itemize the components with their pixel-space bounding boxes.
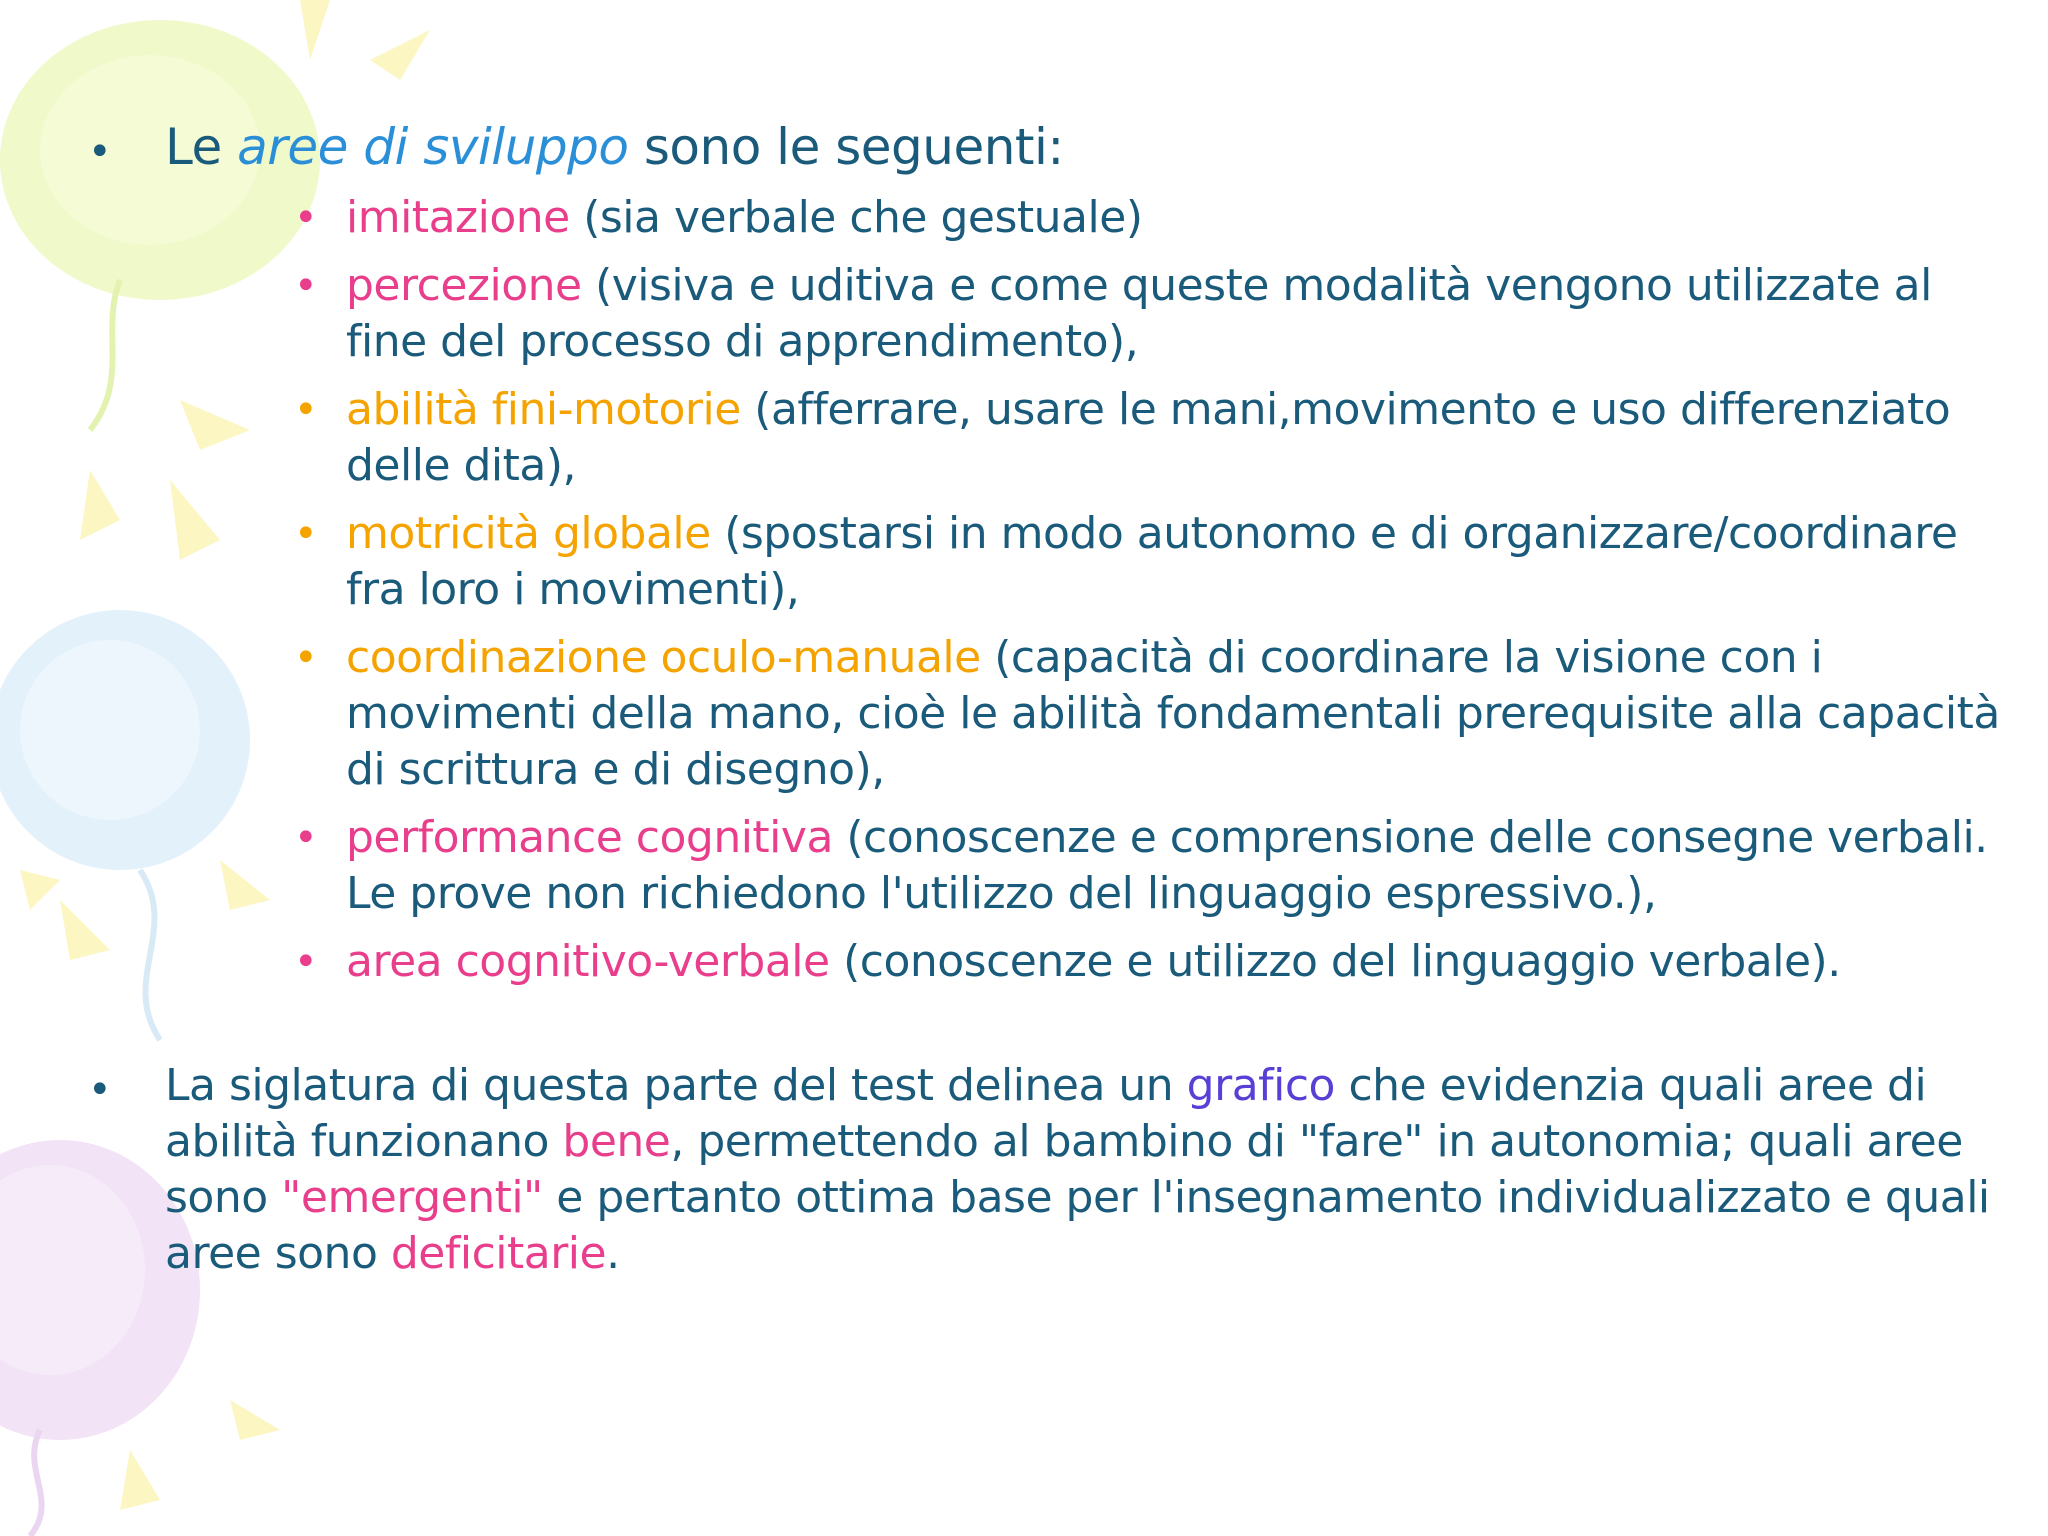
summary-part5: .	[606, 1228, 620, 1279]
sub-bullet: •	[294, 387, 318, 433]
item-term: abilità fini-motorie	[346, 384, 741, 435]
item-desc: (sia verbale che gestuale)	[569, 192, 1143, 243]
list-item	[290, 934, 2020, 990]
item-desc: (visiva e uditiva e come queste modalità vengono utilizzate al fine del processo di apprendimento),	[346, 260, 1932, 367]
item-desc: (spostarsi in modo autonomo e di organizzare/coordinare fra loro i movimenti),	[346, 508, 1958, 615]
sub-bullet: •	[294, 815, 318, 861]
summary-part2: che evidenzia quali aree di abilità funzionano	[165, 1060, 1927, 1167]
sub-bullet: •	[294, 195, 318, 241]
intro-line	[165, 118, 1995, 176]
list-item	[290, 810, 2020, 922]
main-bullet-2: •	[88, 1067, 112, 1113]
sub-bullet: •	[294, 939, 318, 985]
item-term: imitazione	[346, 192, 570, 243]
intro-highlight: aree di sviluppo	[237, 118, 629, 176]
list-item	[290, 190, 2020, 246]
intro-prefix: Le	[165, 118, 238, 176]
item-desc: (conoscenze e utilizzo del linguaggio verbale).	[829, 936, 1841, 987]
development-areas-list	[290, 190, 2020, 1002]
item-term: area cognitivo-verbale	[346, 936, 830, 987]
sub-bullet: •	[294, 511, 318, 557]
intro-suffix: sono le seguenti:	[628, 118, 1064, 176]
main-bullet-1: •	[88, 129, 112, 175]
list-item	[290, 382, 2020, 494]
summary-part1: La siglatura di questa parte del test delinea un	[165, 1060, 1187, 1111]
list-item	[290, 258, 2020, 370]
summary-part3: , permettendo al bambino di "fare" in autonomia; quali aree sono	[165, 1116, 1963, 1223]
item-desc: (afferrare, usare le mani,movimento e uso differenziato delle dita),	[346, 384, 1951, 491]
item-term: motricità globale	[346, 508, 711, 559]
summary-grafico: grafico	[1186, 1060, 1335, 1111]
list-item	[290, 506, 2020, 618]
item-term: coordinazione oculo-manuale	[346, 632, 981, 683]
sub-bullet: •	[294, 635, 318, 681]
list-item	[290, 630, 2020, 798]
summary-part4: e pertanto ottima base per l'insegnamento individualizzato e quali aree sono	[165, 1172, 1990, 1279]
summary-emergenti: "emergenti"	[281, 1172, 543, 1223]
summary-bene: bene	[562, 1116, 671, 1167]
item-desc: (capacità di coordinare la visione con i movimenti della mano, cioè le abilità fondamentali prerequisite alla capacità di scrittura e di disegno),	[346, 632, 2000, 795]
summary-deficitarie: deficitarie	[390, 1228, 607, 1279]
item-term: percezione	[346, 260, 582, 311]
sub-bullet: •	[294, 263, 318, 309]
item-term: performance cognitiva	[346, 812, 833, 863]
summary-paragraph	[165, 1058, 1995, 1282]
item-desc: (conoscenze e comprensione delle consegne verbali. Le prove non richiedono l'utilizzo del linguaggio espressivo.),	[346, 812, 1988, 919]
